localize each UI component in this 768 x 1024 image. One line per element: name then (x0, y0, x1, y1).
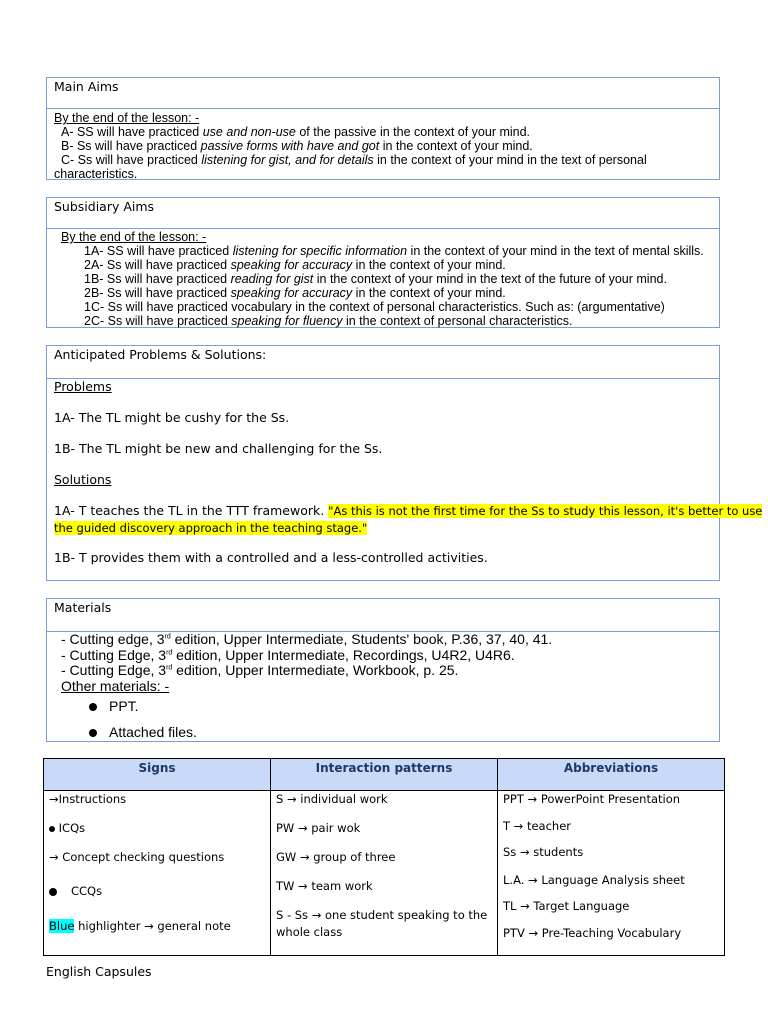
problems-label: Problems (54, 379, 112, 394)
signs-cell (44, 791, 271, 956)
abbr-la: L.A. → Language Analysis sheet (503, 873, 685, 887)
interaction-whole-class: S - Ss → one student speaking to the whole class (276, 908, 488, 939)
other-materials-label: Other materials: - (61, 677, 170, 694)
abbr-tl: TL → Target Language (503, 899, 630, 913)
problems-header: Anticipated Problems & Solutions: (47, 346, 719, 379)
interaction-team: TW → team work (276, 879, 373, 893)
solution-1b: 1B- T provides them with a controlled and a less-controlled activities. (54, 550, 488, 565)
material-recordings: - Cutting Edge, 3rd edition, Upper Intermediate, Recordings, U4R2, U4R6. (61, 646, 515, 663)
main-aim-b: B- Ss will have practiced passive forms with have and got in the context of your mind. (61, 139, 533, 153)
bullet-icon (49, 826, 55, 832)
subsidiary-aims-header: Subsidiary Aims (47, 198, 719, 229)
solution-1a-continued: the guided discovery approach in the teaching stage." (54, 521, 368, 535)
subsidiary-aim-1b: 1B- Ss will have practiced reading for gist in the context of your mind in the text of the future of your mind. (84, 272, 667, 286)
abbreviations-cell (498, 791, 725, 956)
interaction-pair: PW → pair wok (276, 821, 361, 835)
interaction-column-header: Interaction patterns (271, 759, 498, 791)
abbr-ss: Ss → students (503, 845, 584, 859)
material-ppt: PPT. (61, 699, 719, 715)
problems-box (46, 345, 763, 581)
subsidiary-aim-2b: 2B- Ss will have practiced speaking for accuracy in the context of your mind. (84, 286, 506, 300)
problem-1b: 1B- The TL might be new and challenging for the Ss. (54, 441, 383, 456)
subsidiary-aim-1c: 1C- Ss will have practiced vocabulary in the context of personal characteristics. Such as: (argumentative) (84, 300, 665, 314)
materials-box (46, 598, 720, 742)
bullet-icon (89, 703, 97, 711)
subsidiary-aim-2a: 2A- Ss will have practiced speaking for accuracy in the context of your mind. (84, 258, 506, 272)
subsidiary-aims-box (46, 197, 720, 328)
sign-blue-highlighter: Blue highlighter → general note (49, 919, 231, 933)
main-aim-a: A- SS will have practiced use and non-use of the passive in the context of your mind. (61, 125, 531, 139)
legend-table (43, 758, 725, 956)
sign-concept-checking: → Concept checking questions (49, 850, 225, 864)
abbreviations-column-header: Abbreviations (498, 759, 725, 791)
sign-icqs: ICQs (49, 820, 266, 837)
bullet-icon (89, 729, 97, 737)
subsidiary-aims-intro: By the end of the lesson: - (61, 230, 207, 244)
abbr-t: T → teacher (503, 819, 572, 833)
sign-instructions: →Instructions (49, 792, 127, 806)
main-aims-intro: By the end of the lesson: - (54, 111, 200, 125)
interaction-group: GW → group of three (276, 850, 396, 864)
solutions-label: Solutions (54, 472, 112, 487)
material-students-book: - Cutting edge, 3rd edition, Upper Intermediate, Students' book, P.36, 37, 40, 41. (61, 631, 553, 647)
interaction-individual: S → individual work (276, 792, 388, 806)
interaction-cell (271, 791, 498, 956)
main-aim-c-continuation: characteristics. (54, 167, 138, 181)
bullet-icon (49, 888, 57, 896)
material-workbook: - Cutting Edge, 3rd edition, Upper Intermediate, Workbook, p. 25. (61, 662, 459, 678)
problem-1a: 1A- The TL might be cushy for the Ss. (54, 410, 290, 425)
material-attached-files: Attached files. (61, 725, 719, 741)
solution-1a: 1A- T teaches the TL in the TTT framework. "As this is not the first time for the Ss to study this lesson, it's better to use (54, 503, 763, 518)
footer-text: English Capsules (46, 964, 152, 979)
sign-ccqs: CCQs (49, 883, 266, 900)
abbr-ptv: PTV → Pre-Teaching Vocabulary (503, 926, 682, 940)
subsidiary-aim-2c: 2C- Ss will have practiced speaking for fluency in the context of personal characteristics. (84, 314, 573, 328)
subsidiary-aim-1a: 1A- SS will have practiced listening for specific information in the context of your mind in the text of mental skills. (84, 244, 704, 258)
materials-header: Materials (47, 599, 719, 632)
solution-1a-highlight: "As this is not the first time for the Ss to study this lesson, it's better to use (328, 504, 763, 518)
main-aims-header: Main Aims (47, 78, 719, 109)
main-aim-c: C- Ss will have practiced listening for gist, and for details in the context of your mind in the text of personal (61, 153, 647, 167)
signs-column-header: Signs (44, 759, 271, 791)
main-aims-box (46, 77, 720, 180)
abbr-ppt: PPT → PowerPoint Presentation (503, 792, 681, 806)
